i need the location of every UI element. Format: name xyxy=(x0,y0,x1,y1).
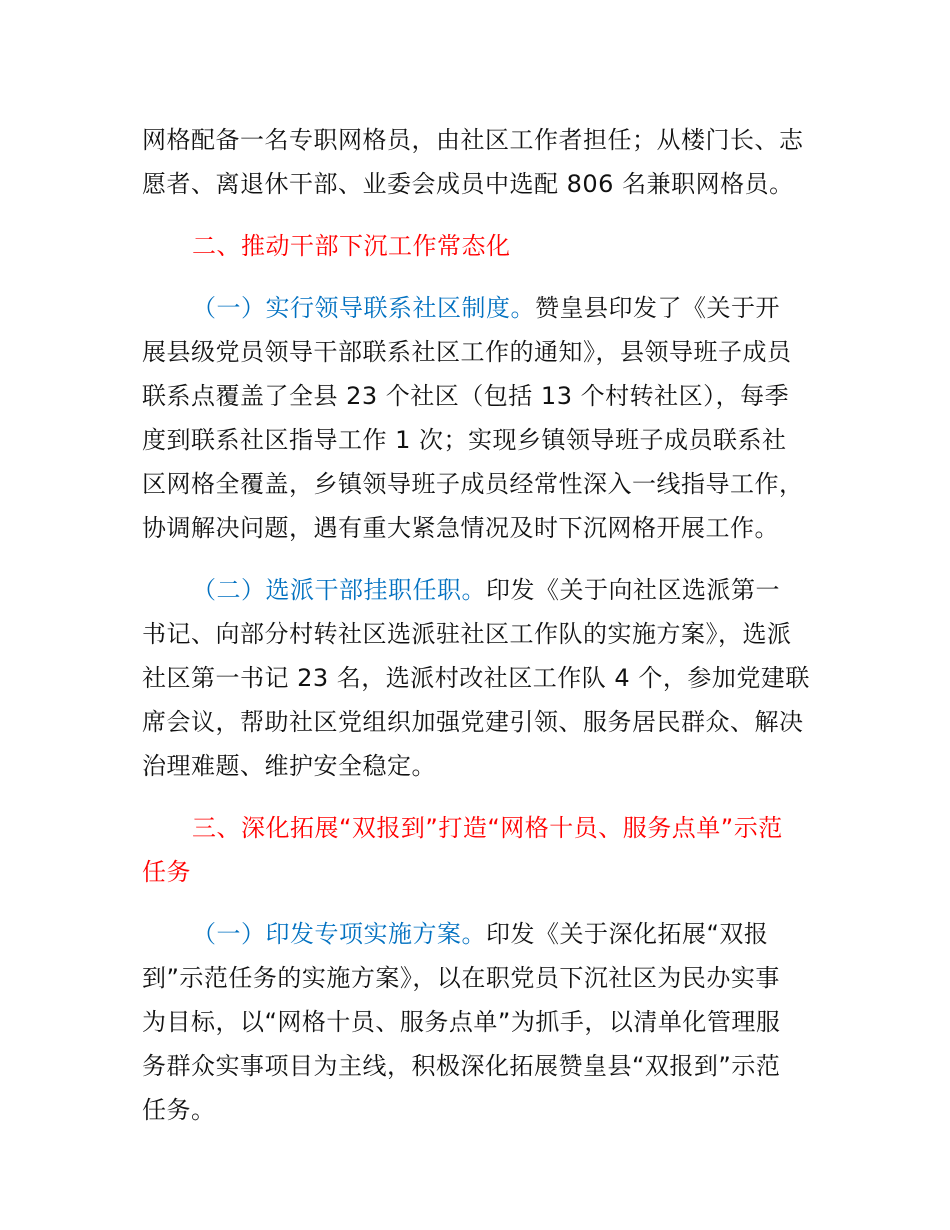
section-heading-3-line-2: 任务 xyxy=(142,858,191,886)
section-2-2-line-5: 治理难题、维护安全稳定。 xyxy=(142,752,436,780)
section-2-2-title: （二）选派干部挂职任职。 xyxy=(192,576,486,604)
section-2-1-line-1 xyxy=(192,294,780,322)
section-2-1-line-4: 度到联系社区指导工作 1 次；实现乡镇领导班子成员联系社 xyxy=(142,426,787,454)
section-2-1-line-1-text: 赞皇县印发了《关于开 xyxy=(535,294,780,322)
section-2-1-line-6: 协调解决问题，遇有重大紧急情况及时下沉网格开展工作。 xyxy=(142,514,779,542)
section-3-1-title: （一）印发专项实施方案。 xyxy=(192,920,486,948)
section-3-1-line-2: 到”示范任务的实施方案》，以在职党员下沉社区为民办实事 xyxy=(142,964,780,992)
section-2-2-line-2: 书记、向部分村转社区选派驻社区工作队的实施方案》，选派 xyxy=(142,620,792,648)
paragraph-1-line-2: 愿者、离退休干部、业委会成员中选配 806 名兼职网格员。 xyxy=(142,170,794,198)
section-2-1-line-5: 区网格全覆盖，乡镇领导班子成员经常性深入一线指导工作， xyxy=(142,470,804,498)
section-2-1-title: （一）实行领导联系社区制度。 xyxy=(192,294,535,322)
section-heading-3-line-1: 三、深化拓展“双报到”打造“网格十员、服务点单”示范 xyxy=(192,814,783,842)
section-2-2-line-4: 席会议，帮助社区党组织加强党建引领、服务居民群众、解决 xyxy=(142,708,804,736)
section-2-2-line-3: 社区第一书记 23 名，选派村改社区工作队 4 个，参加党建联 xyxy=(142,664,810,692)
section-2-1-line-3: 联系点覆盖了全县 23 个社区（包括 13 个村转社区），每季 xyxy=(142,382,790,410)
paragraph-1-line-1: 网格配备一名专职网格员，由社区工作者担任；从楼门长、志 xyxy=(142,126,804,154)
section-3-1-line-4: 务群众实事项目为主线，积极深化拓展赞皇县“双报到”示范 xyxy=(142,1052,781,1080)
section-2-2-line-1-text: 印发《关于向社区选派第一 xyxy=(486,576,780,604)
section-3-1-line-5: 任务。 xyxy=(142,1096,216,1124)
section-3-1-line-1 xyxy=(192,920,768,948)
section-3-1-line-3: 为目标，以“网格十员、服务点单”为抓手，以清单化管理服 xyxy=(142,1008,781,1036)
section-3-1-line-1-text: 印发《关于深化拓展“双报 xyxy=(486,920,769,948)
section-2-2-line-1 xyxy=(192,576,780,604)
section-2-1-line-2: 展县级党员领导干部联系社区工作的通知》，县领导班子成员 xyxy=(142,338,792,366)
section-heading-2: 二、推动干部下沉工作常态化 xyxy=(192,232,511,260)
